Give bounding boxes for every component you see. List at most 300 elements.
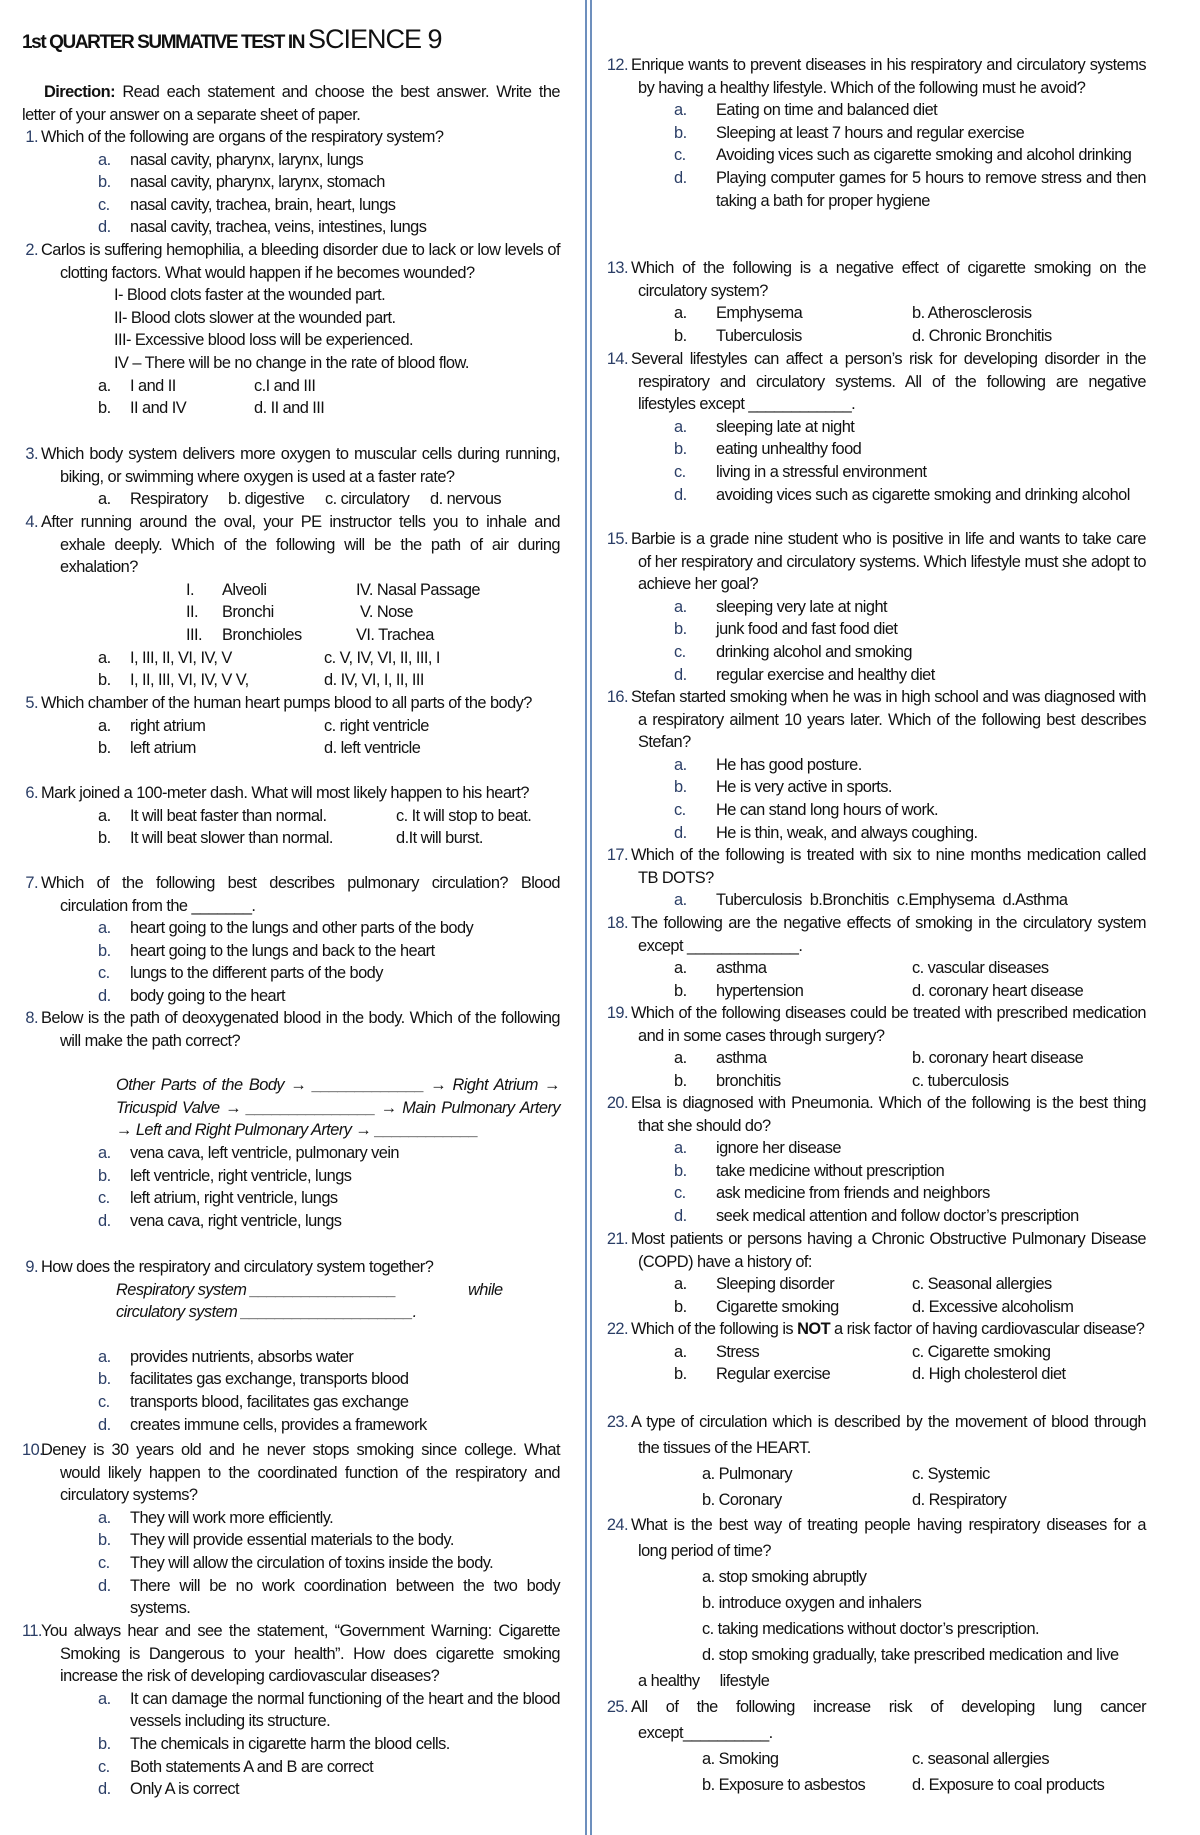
option[interactable]	[22, 1733, 560, 1756]
question-number: 5.	[25, 694, 38, 712]
option-text[interactable]: a. Pulmonary	[702, 1465, 792, 1483]
option[interactable]	[602, 754, 1146, 777]
option-text: ignore her disease	[716, 1139, 841, 1158]
option-row	[602, 325, 1146, 348]
option-text[interactable]: bronchitis	[716, 1071, 781, 1090]
question-stem	[22, 1620, 560, 1688]
option-text[interactable]: Respiratory	[130, 490, 208, 509]
option[interactable]	[22, 917, 560, 940]
option[interactable]	[22, 1142, 560, 1165]
option-text[interactable]: I and II	[130, 376, 176, 395]
question-text: You always hear and see the statement, “Government Warning: Cigarette Smoking is Dangerous to your health”. How does cigarette smoking increase the risk of developing cardiovascular diseases?	[41, 1622, 560, 1686]
option-row	[602, 302, 1146, 325]
question-14	[602, 348, 1146, 506]
option[interactable]: d. stop smoking gradually, take prescribed medication and live	[702, 1646, 1119, 1664]
statement: IV – There will be no change in the rate of blood flow.	[114, 353, 469, 372]
option-letter: a.	[674, 597, 687, 616]
item-number: I.	[186, 580, 195, 599]
option-text[interactable]: Emphysema	[716, 304, 803, 323]
option-text[interactable]: c. It will stop to beat.	[396, 806, 532, 825]
question-text: Barbie is a grade nine student who is positive in life and wants to take care of her respiratory and circulatory systems. Which lifestyle must she adopt to achieve her goal?	[631, 530, 1146, 594]
option-text[interactable]: Regular exercise	[716, 1365, 831, 1384]
option[interactable]	[22, 1368, 560, 1391]
question-17	[602, 844, 1146, 912]
option-letter: b.	[674, 326, 687, 345]
option-row	[602, 1341, 1146, 1364]
question-13	[602, 257, 1146, 347]
question-text: Which body system delivers more oxygen to muscular cells during running, biking, or swimming where oxygen is used at a faster rate?	[41, 445, 560, 486]
question-text: Enrique wants to prevent diseases in his respiratory and circulatory systems by having a healthy lifestyle. Which of the following must he avoid?	[631, 56, 1146, 97]
option-row	[22, 397, 560, 420]
fill-line-2: circulatory system ____________________.	[116, 1303, 417, 1322]
question-7	[22, 872, 560, 1008]
item-row	[22, 601, 560, 624]
option-text: left atrium, right ventricle, lungs	[130, 1189, 338, 1208]
option-letter: c.	[674, 146, 686, 165]
option-letter: b.	[674, 1071, 687, 1090]
question-number: 17.	[606, 846, 628, 864]
option-text: They will work more efficiently.	[130, 1508, 334, 1527]
question-24	[602, 1512, 1146, 1694]
option[interactable]	[602, 484, 1146, 507]
option-text[interactable]: b. coronary heart disease	[912, 1049, 1084, 1068]
question-stem	[602, 1318, 1146, 1341]
question-text: Carlos is suffering hemophilia, a bleeding disorder due to lack or low levels of clotting factors. What would happen if he becomes wounded?	[41, 241, 560, 282]
option-letter: a.	[98, 1689, 111, 1708]
option-text[interactable]: asthma	[716, 959, 767, 978]
option-text: Both statements A and B are correct	[130, 1757, 374, 1776]
option-letter: a.	[98, 919, 111, 938]
question-stem	[602, 1228, 1146, 1273]
option-text[interactable]: a. Smoking	[702, 1750, 779, 1768]
option-text: They will provide essential materials to the body.	[130, 1531, 454, 1550]
option-letter: c.	[674, 800, 686, 819]
option-text: nasal cavity, trachea, veins, intestines, lungs	[130, 218, 427, 237]
option-letter: c.	[674, 1184, 686, 1203]
option-text[interactable]: asthma	[716, 1049, 767, 1068]
question-2	[22, 239, 560, 420]
question-text: Deney is 30 years old and he never stops smoking since college. What would likely happen to the coordinated function of the respiratory and circulatory systems?	[41, 1441, 560, 1505]
question-stem	[22, 872, 560, 917]
item-number: III.	[186, 625, 203, 644]
question-text: Mark joined a 100-meter dash. What will most likely happen to his heart?	[41, 784, 529, 802]
option-text[interactable]: II and IV	[130, 399, 187, 418]
question-number: 22.	[606, 1320, 628, 1338]
option-text[interactable]: It will beat faster than normal.	[130, 806, 327, 825]
option[interactable]: b. introduce oxygen and inhalers	[702, 1594, 922, 1612]
option-text[interactable]: c. right ventricle	[324, 716, 429, 735]
option[interactable]	[602, 1205, 1146, 1228]
option-text[interactable]: c. tuberculosis	[912, 1071, 1009, 1090]
option-text[interactable]: hypertension	[716, 981, 804, 1000]
option-text[interactable]: c. V, IV, VI, II, III, I	[324, 648, 440, 667]
option-text: drinking alcohol and smoking	[716, 642, 912, 661]
question-16	[602, 686, 1146, 844]
option-row	[602, 1296, 1146, 1319]
option-text[interactable]: d.It will burst.	[396, 829, 483, 848]
option-text[interactable]: c. seasonal allergies	[912, 1750, 1049, 1768]
option-text: living in a stressful environment	[716, 462, 927, 481]
option-row	[22, 827, 560, 850]
question-1	[22, 126, 560, 239]
option[interactable]	[22, 1552, 560, 1575]
option[interactable]	[22, 194, 560, 217]
option-text: ask medicine from friends and neighbors	[716, 1184, 990, 1203]
option[interactable]	[22, 985, 560, 1008]
question-stem	[602, 912, 1146, 957]
option[interactable]	[602, 461, 1146, 484]
option-letter: d.	[98, 1576, 111, 1595]
question-number: 20.	[606, 1094, 628, 1112]
statement: III- Excessive blood loss will be experienced.	[114, 331, 414, 350]
option-text: The chemicals in cigarette harm the blood cells.	[130, 1734, 450, 1753]
option-row	[602, 957, 1146, 980]
option-letter: a.	[674, 1275, 687, 1294]
question-number: 10.	[22, 1441, 44, 1459]
question-text: Which of the following is treated with six to nine months medication called TB DOTS?	[631, 846, 1146, 887]
option[interactable]	[602, 416, 1146, 439]
item-row	[22, 579, 560, 602]
option-letter: b.	[674, 981, 687, 1000]
option[interactable]	[22, 1507, 560, 1530]
option-letter: a.	[98, 1143, 111, 1162]
option[interactable]: a. stop smoking abruptly	[702, 1568, 867, 1586]
option-row	[602, 1461, 1146, 1487]
option-letter: b.	[674, 620, 687, 639]
option-text: Tuberculosis b.Bronchitis c.Emphysema d.Asthma	[716, 891, 1068, 910]
option-letter: a.	[674, 755, 687, 774]
option[interactable]	[22, 149, 560, 172]
fill-word: while	[468, 1280, 503, 1299]
option[interactable]	[602, 664, 1146, 687]
option-letter: d.	[98, 1415, 111, 1434]
question-text: Several lifestyles can affect a person’s risk for developing disorder in the respiratory and circulatory systems. All of the following are negative lifestyles except ____________.	[631, 350, 1146, 414]
option-text[interactable]: d. Excessive alcoholism	[912, 1297, 1074, 1316]
option-continued: a healthy lifestyle	[638, 1672, 770, 1690]
option[interactable]	[602, 438, 1146, 461]
option-letter: c.	[98, 1392, 110, 1411]
question-12	[602, 54, 1146, 212]
option-text[interactable]: c. circulatory	[325, 490, 410, 509]
option[interactable]	[22, 1391, 560, 1414]
question-11	[22, 1620, 560, 1801]
question-number: 7.	[25, 874, 38, 892]
option-text[interactable]: d. coronary heart disease	[912, 981, 1084, 1000]
option[interactable]	[602, 822, 1146, 845]
option-letter: a.	[98, 490, 111, 509]
question-stem	[602, 54, 1146, 99]
question-stem	[602, 348, 1146, 416]
title-subject: SCIENCE 9	[307, 24, 442, 54]
option[interactable]: c. taking medications without doctor’s prescription.	[702, 1620, 1040, 1638]
option-text: He is thin, weak, and always coughing.	[716, 823, 978, 842]
option[interactable]	[602, 799, 1146, 822]
option[interactable]	[602, 596, 1146, 619]
question-number: 16.	[606, 688, 628, 706]
option-text[interactable]: c. vascular diseases	[912, 959, 1049, 978]
option-letter: b.	[98, 941, 111, 960]
option[interactable]	[22, 1346, 560, 1369]
option[interactable]	[22, 940, 560, 963]
question-emphasis: NOT	[797, 1320, 831, 1338]
option-text: Playing computer games for 5 hours to remove stress and then taking a bath for proper hygiene	[716, 168, 1146, 210]
option[interactable]	[602, 618, 1146, 641]
option-text: lungs to the different parts of the body	[130, 964, 383, 983]
option[interactable]	[602, 122, 1146, 145]
option-text: facilitates gas exchange, transports blood	[130, 1370, 409, 1389]
option-letter: d.	[98, 1211, 111, 1230]
option-text[interactable]: d. Exposure to coal products	[912, 1776, 1105, 1794]
question-number: 14.	[606, 350, 628, 368]
option-letter: b.	[98, 829, 111, 848]
question-stem	[602, 1002, 1146, 1047]
option[interactable]	[22, 962, 560, 985]
option-text[interactable]: d. II and III	[254, 399, 325, 418]
question-stem	[22, 782, 560, 805]
question-6	[22, 782, 560, 850]
option[interactable]	[22, 1187, 560, 1210]
option-text[interactable]: Sleeping disorder	[716, 1275, 835, 1294]
option-text: vena cava, right ventricle, lungs	[130, 1211, 342, 1230]
option-text: body going to the heart	[130, 986, 286, 1005]
question-stem	[22, 1256, 560, 1279]
question-stem	[22, 1007, 560, 1052]
option-text: left ventricle, right ventricle, lungs	[130, 1166, 352, 1185]
option-letter: c.	[98, 1553, 110, 1572]
option-text[interactable]: I, II, III, VI, IV, V V,	[130, 671, 249, 690]
question-22	[602, 1318, 1146, 1386]
option-letter: a.	[98, 1508, 111, 1527]
question-10	[22, 1439, 560, 1620]
question-number: 9.	[25, 1258, 38, 1276]
question-18	[602, 912, 1146, 1002]
option-text[interactable]: right atrium	[130, 716, 206, 735]
option-text[interactable]: b. Atherosclerosis	[912, 304, 1032, 323]
question-3	[22, 443, 560, 511]
option[interactable]	[602, 144, 1146, 167]
option-letter: a.	[98, 150, 111, 169]
option-row	[22, 488, 560, 511]
item-text: IV. Nasal Passage	[356, 580, 480, 599]
option-row	[22, 715, 560, 738]
spacer	[22, 1324, 560, 1346]
question-text: Which of the following is a negative effect of cigarette smoking on the circulatory system?	[631, 259, 1146, 300]
option-letter: c.	[98, 195, 110, 214]
option-text[interactable]: b. Coronary	[702, 1491, 782, 1509]
option-text: Avoiding vices such as cigarette smoking and alcohol drinking	[716, 146, 1132, 165]
option-text[interactable]: b. Exposure to asbestos	[702, 1776, 866, 1794]
option-text: provides nutrients, absorbs water	[130, 1347, 354, 1366]
option-text[interactable]: d. IV, VI, I, II, III	[324, 671, 424, 690]
option-text[interactable]: I, III, II, VI, IV, V	[130, 648, 232, 667]
option-text: nasal cavity, pharynx, larynx, lungs	[130, 150, 364, 169]
option[interactable]	[22, 216, 560, 239]
question-20	[602, 1092, 1146, 1228]
option-row	[22, 669, 560, 692]
option-letter: b.	[98, 173, 111, 192]
option-row	[602, 1363, 1146, 1386]
option-text[interactable]: c. Systemic	[912, 1465, 990, 1483]
question-text: The following are the negative effects of smoking in the circulatory system except _____________.	[631, 914, 1146, 955]
option-letter: a.	[674, 959, 687, 978]
column-divider	[585, 0, 587, 1835]
option-text: nasal cavity, pharynx, larynx, stomach	[130, 173, 385, 192]
option-letter: c.	[98, 1757, 110, 1776]
option-text: They will allow the circulation of toxins inside the body.	[130, 1553, 494, 1572]
question-number: 4.	[25, 513, 38, 531]
question-text: Most patients or persons having a Chronic Obstructive Pulmonary Disease (COPD) have a history of:	[631, 1230, 1146, 1271]
option-row	[602, 1772, 1146, 1798]
option-letter: a.	[674, 417, 687, 436]
question-number: 11.	[22, 1622, 42, 1640]
question-number: 6.	[25, 784, 38, 802]
option-text: creates immune cells, provides a framework	[130, 1415, 427, 1434]
option[interactable]	[602, 776, 1146, 799]
option-text[interactable]: Cigarette smoking	[716, 1297, 839, 1316]
question-text: Which of the following are organs of the respiratory system?	[41, 128, 444, 146]
option-text[interactable]: d. High cholesterol diet	[912, 1365, 1066, 1384]
option[interactable]	[22, 1575, 560, 1620]
question-9	[22, 1256, 560, 1436]
option-letter: a.	[674, 304, 687, 323]
option[interactable]	[22, 1414, 560, 1437]
option-text: take medicine without prescription	[716, 1161, 945, 1180]
option-letter: d.	[674, 1206, 687, 1225]
option-text: sleeping late at night	[716, 417, 855, 436]
option-text[interactable]: d. nervous	[430, 490, 502, 509]
option-letter: a.	[98, 716, 111, 735]
question-stem	[22, 511, 560, 579]
question-stem	[602, 257, 1146, 302]
option-text[interactable]: Tuberculosis	[716, 326, 802, 345]
option-text[interactable]: c. Cigarette smoking	[912, 1342, 1051, 1361]
option[interactable]	[602, 1182, 1146, 1205]
direction-text: Read each statement and choose the best answer. Write the letter of your answer on a separate sheet of paper.	[22, 83, 560, 124]
question-21	[602, 1228, 1146, 1318]
page-title	[22, 24, 442, 55]
option-text[interactable]: It will beat slower than normal.	[130, 829, 333, 848]
blood-path: Other Parts of the Body → _____________ → Right Atrium → Tricuspid Valve → _______________ → Main Pulmonary Artery → Left and Right Pulmonary Artery → ____________	[116, 1076, 560, 1140]
question-text: Which of the following diseases could be treated with prescribed medication and in some cases through surgery?	[631, 1004, 1146, 1045]
option[interactable]	[22, 1778, 560, 1801]
option[interactable]	[22, 1165, 560, 1188]
option-text[interactable]: c. Seasonal allergies	[912, 1275, 1052, 1294]
option[interactable]	[602, 167, 1146, 212]
option-letter: a.	[98, 806, 111, 825]
option-letter: b.	[674, 778, 687, 797]
option-letter: b.	[674, 440, 687, 459]
option-row	[602, 1487, 1146, 1513]
question-stem	[602, 1092, 1146, 1137]
option-text: sleeping very late at night	[716, 597, 888, 616]
option-text[interactable]: b. digestive	[228, 490, 305, 509]
option-letter: b.	[98, 1166, 111, 1185]
question-text: Stefan started smoking when he was in high school and was diagnosed with a respiratory ailment 10 years later. Which of the following best describes Stefan?	[631, 688, 1146, 752]
direction	[22, 81, 560, 126]
question-stem	[602, 528, 1146, 596]
option-row	[602, 980, 1146, 1003]
option-letter: d.	[674, 665, 687, 684]
option-text: Sleeping at least 7 hours and regular exercise	[716, 123, 1025, 142]
question-stem	[22, 443, 560, 488]
item-text: Bronchi	[222, 603, 274, 622]
option-letter: a.	[674, 891, 687, 910]
option-letter: d.	[674, 168, 687, 187]
option-letter: b.	[98, 739, 111, 758]
option-text: There will be no work coordination between the two body systems.	[130, 1576, 560, 1618]
question-4	[22, 511, 560, 692]
option-letter: b.	[674, 1161, 687, 1180]
question-stem	[22, 126, 560, 149]
question-text: Which of the following is	[631, 1320, 798, 1338]
option-text[interactable]: d. Chronic Bronchitis	[912, 326, 1052, 345]
option-row	[602, 1047, 1146, 1070]
option-letter: b.	[674, 1297, 687, 1316]
question-number: 15.	[606, 530, 628, 548]
option-letter: a.	[674, 1049, 687, 1068]
option[interactable]	[22, 1688, 560, 1733]
option-letter: c.	[674, 462, 686, 481]
option[interactable]	[602, 1160, 1146, 1183]
option-letter: a.	[674, 1342, 687, 1361]
option-row	[602, 1273, 1146, 1296]
option[interactable]	[602, 1137, 1146, 1160]
question-text: After running around the oval, your PE instructor tells you to inhale and exhale deeply. Which of the following will be the path of air during exhalation?	[41, 513, 560, 577]
option-letter: c.	[98, 964, 110, 983]
option-text: He is very active in sports.	[716, 778, 892, 797]
option-letter: b.	[98, 1531, 111, 1550]
option-row	[22, 805, 560, 828]
question-stem	[22, 1439, 560, 1507]
option-text[interactable]: Stress	[716, 1342, 760, 1361]
option-text[interactable]: left atrium	[130, 739, 196, 758]
question-number: 24.	[606, 1516, 628, 1534]
option[interactable]	[22, 171, 560, 194]
direction-label: Direction:	[44, 83, 115, 101]
option-text[interactable]: d. Respiratory	[912, 1491, 1007, 1509]
option[interactable]	[22, 1529, 560, 1552]
option-text: regular exercise and healthy diet	[716, 665, 935, 684]
question-text: a risk factor of having cardiovascular disease?	[830, 1320, 1145, 1338]
option-letter: a.	[98, 376, 111, 395]
option[interactable]	[602, 641, 1146, 664]
item-text: Bronchioles	[222, 625, 302, 644]
question-stem	[602, 844, 1146, 889]
statement: I- Blood clots faster at the wounded part.	[114, 286, 386, 305]
question-text: All of the following increase risk of developing lung cancer except__________.	[631, 1698, 1146, 1742]
question-number: 13.	[606, 259, 628, 277]
option-row	[22, 737, 560, 760]
option[interactable]	[22, 1756, 560, 1779]
option-letter: a.	[674, 1139, 687, 1158]
option-text[interactable]: d. left ventricle	[324, 739, 421, 758]
option[interactable]	[602, 99, 1146, 122]
option-letter: b.	[98, 399, 111, 418]
option-text: vena cava, left ventricle, pulmonary vein	[130, 1143, 399, 1162]
option-text: Eating on time and balanced diet	[716, 101, 938, 120]
item-number: II.	[186, 603, 199, 622]
option-text: He has good posture.	[716, 755, 862, 774]
column-divider	[590, 0, 592, 1835]
option-text: junk food and fast food diet	[716, 620, 898, 639]
option-letter: b.	[98, 1734, 111, 1753]
option[interactable]	[22, 1210, 560, 1233]
option-text[interactable]: c.I and III	[254, 376, 316, 395]
question-text: Below is the path of deoxygenated blood in the body. Which of the following will make the path correct?	[41, 1009, 560, 1050]
question-text: What is the best way of treating people having respiratory diseases for a long period of time?	[631, 1516, 1146, 1560]
option[interactable]	[602, 889, 1146, 912]
question-number: 19.	[606, 1004, 628, 1022]
